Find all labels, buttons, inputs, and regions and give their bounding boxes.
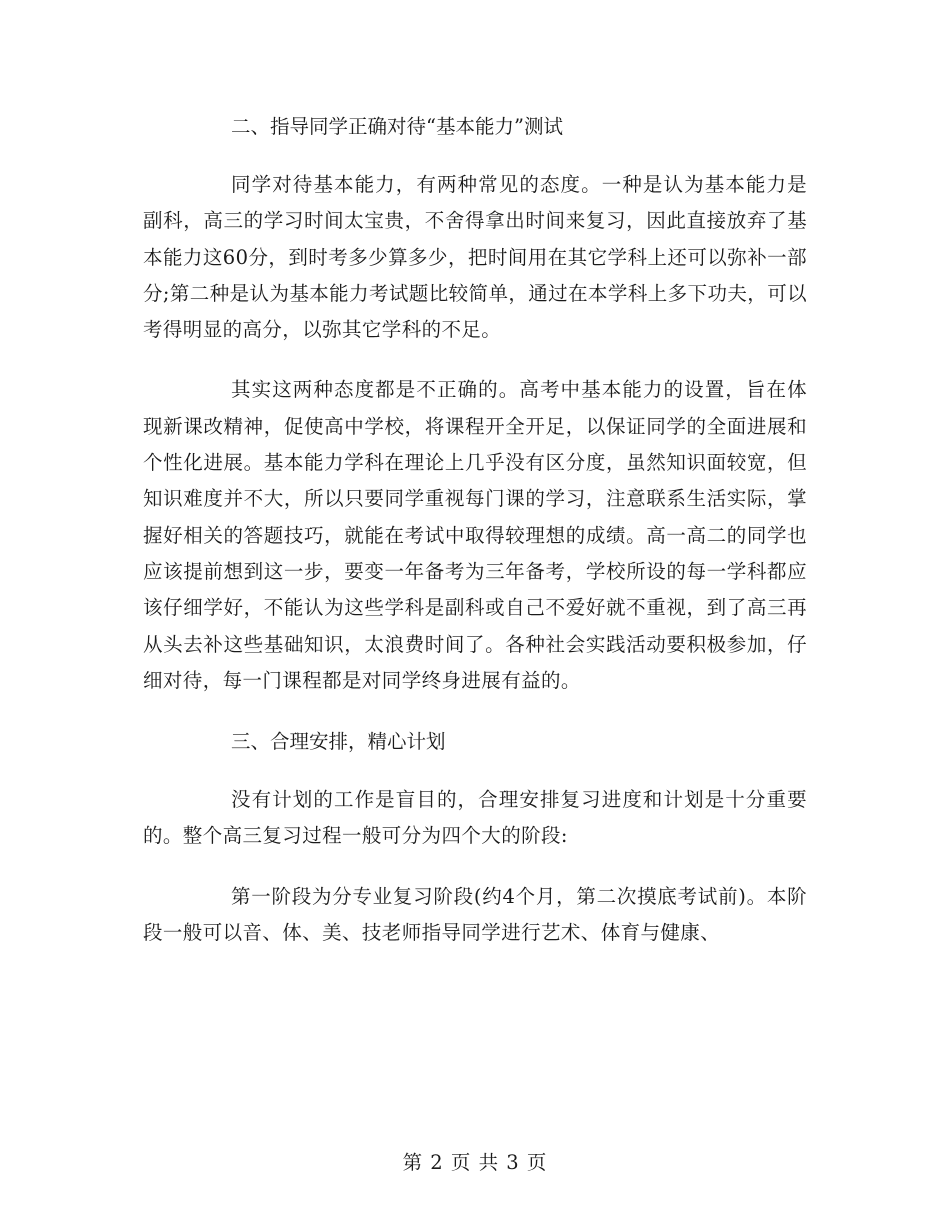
spacer [143, 855, 807, 879]
spacer [143, 699, 807, 723]
page-number-footer: 第 2 页 共 3 页 [402, 1151, 548, 1174]
spacer [143, 146, 807, 167]
section-heading-3: 三、合理安排，精心计划 [231, 730, 446, 754]
document-body [143, 108, 807, 951]
paragraph-correct-view: 其实这两种态度都是不正确的。高考中基本能力的设置，旨在体现新课改精神，促使高中学校，将课程开全开足，以保证同学的全面进展和个性化进展。基本能力学科在理论上几乎没有区分度，虽然知识面较宽，但知识难度并不大，所以只要同学重视每门课的学习，注意联系生活实际，掌握好相关的答题技巧，就能在考试中取得较理想的成绩。高一高二的同学也应该提前想到这一步，要变一年备考为三年备考，学校所设的每一学科都应该仔细学好，不能认为这些学科是副科或自己不爱好就不重视，到了高三再从头去补这些基础知识，太浪费时间了。各种社会实践活动要积极参加，仔细对待，每一门课程都是对同学终身进展有益的。 [143, 378, 807, 692]
section-heading-2: 二、指导同学正确对待“基本能力”测试 [231, 115, 563, 138]
paragraph-attitudes: 同学对待基本能力，有两种常见的态度。一种是认为基本能力是副科，高三的学习时间太宝贵，不舍得拿出时间来复习，因此直接放弃了基本能力这60分，到时考多少算多少，把时间用在其它学科上还可以弥补一部分;第二种是认为基本能力考试题比较简单，通过在本学科上多下功夫，可以考得明显的高分，以弥其它学科的不足。 [143, 173, 807, 342]
spacer [143, 761, 807, 782]
paragraph-planning: 没有计划的工作是盲目的，合理安排复习进度和计划是十分重要的。整个高三复习过程一般可分为四个大的阶段: [143, 788, 807, 848]
spacer [143, 348, 807, 372]
paragraph-stage-one: 第一阶段为分专业复习阶段(约4个月，第二次摸底考试前)。本阶段一般可以音、体、美、技老师指导同学进行艺术、体育与健康、 [143, 884, 807, 945]
